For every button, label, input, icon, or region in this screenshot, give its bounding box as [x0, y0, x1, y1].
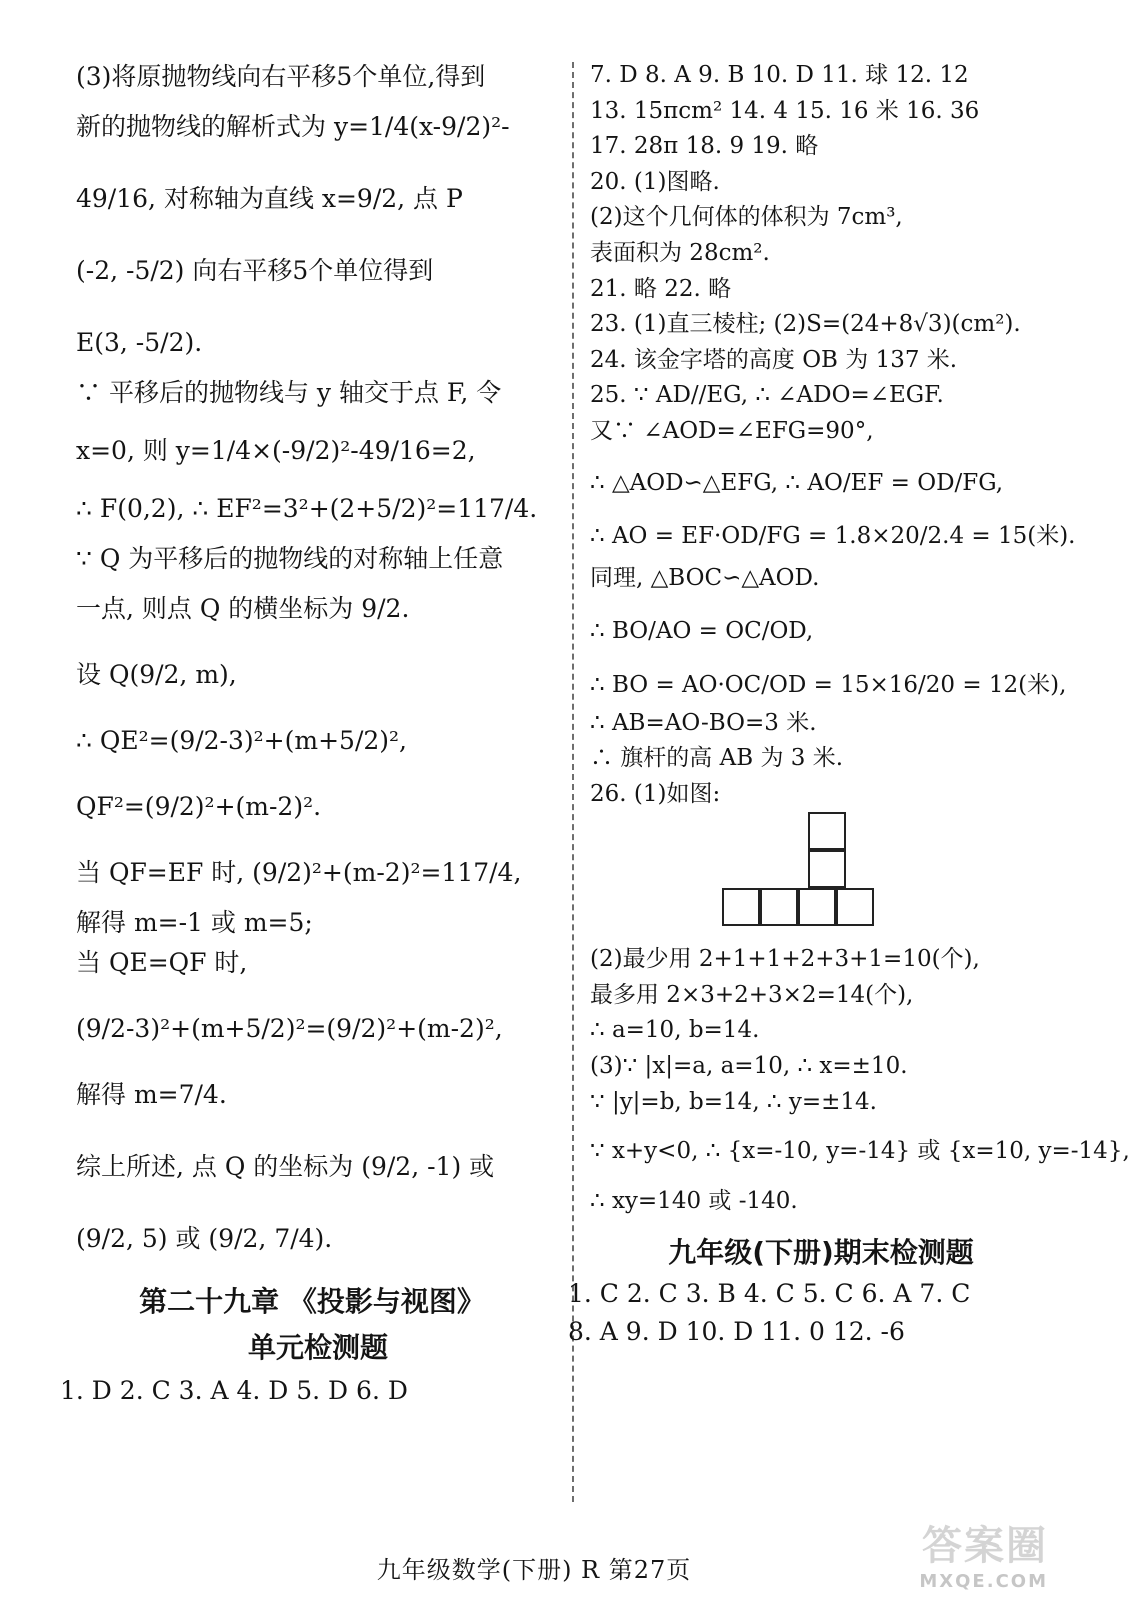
watermark-logo: 答案圈 [922, 1523, 1048, 1569]
text-line: ∴ QE²=(9/2-3)²+(m+5/2)², [76, 726, 407, 755]
text-line: 24. 该金字塔的高度 OB 为 137 米. [590, 346, 958, 373]
text-line: 表面积为 28cm². [590, 239, 770, 266]
text-line: x=0, 则 y=1/4×(-9/2)²-49/16=2, [76, 436, 476, 465]
text-line: 23. (1)直三棱柱; (2)S=(24+8√3)(cm²). [590, 311, 1021, 338]
text-line: ∵ |y|=b, b=14, ∴ y=±14. [590, 1088, 877, 1115]
text-line: ∵ x+y<0, ∴ {x=-10, y=-14} 或 {x=10, y=-14}, [590, 1138, 1130, 1165]
grid-square [808, 812, 846, 850]
text-line: QF²=(9/2)²+(m-2)². [76, 792, 322, 821]
grid-square [760, 888, 798, 926]
text-line: ∴ a=10, b=14. [590, 1017, 760, 1044]
page-footer: 九年级数学(下册) R 第27页 [376, 1556, 692, 1584]
text-line: 17. 28π 18. 9 19. 略 [590, 133, 819, 160]
text-line: ∴ △AOD∽△EFG, ∴ AO/EF = OD/FG, [590, 469, 1004, 496]
text-line: 设 Q(9/2, m), [76, 660, 237, 689]
final-exam-heading: 九年级(下册)期末检测题 [668, 1236, 974, 1270]
text-line: ∴ F(0,2), ∴ EF²=3²+(2+5/2)²=117/4. [76, 494, 538, 523]
grid-square [808, 850, 846, 888]
chapter-heading: 第二十九章 《投影与视图》 [139, 1285, 485, 1318]
text-line: ∵ Q 为平移后的抛物线的对称轴上任意 [76, 544, 504, 573]
text-line: E(3, -5/2). [76, 328, 203, 357]
text-line: 21. 略 22. 略 [590, 275, 732, 302]
text-line: ∴ AB=AO-BO=3 米. [590, 709, 817, 736]
watermark-url: MXQE.COM [919, 1571, 1048, 1592]
text-line: ∴ 旗杆的高 AB 为 3 米. [590, 745, 844, 772]
text-line: 最多用 2×3+2+3×2=14(个), [590, 981, 914, 1008]
text-line: ∴ AO = EF·OD/FG = 1.8×20/2.4 = 15(米). [590, 523, 1076, 550]
text-line: (3)将原抛物线向右平移5个单位,得到 [76, 62, 486, 91]
text-line: ∴ BO/AO = OC/OD, [590, 618, 814, 645]
right-column [568, 62, 1130, 1347]
grid-square [722, 888, 760, 926]
grid-square [836, 888, 874, 926]
text-line: 同理, △BOC∽△AOD. [590, 564, 820, 591]
view-grid-figure [722, 812, 902, 932]
text-line: (3)∵ |x|=a, a=10, ∴ x=±10. [590, 1053, 908, 1080]
text-line: 又∵ ∠AOD=∠EFG=90°, [590, 417, 874, 444]
text-line: (-2, -5/2) 向右平移5个单位得到 [76, 256, 434, 285]
grid-square [798, 888, 836, 926]
watermark [838, 1514, 1048, 1592]
left-column [60, 62, 560, 1406]
text-line: 20. (1)图略. [590, 168, 720, 195]
text-line: 解得 m=7/4. [76, 1080, 227, 1109]
text-line: 解得 m=-1 或 m=5; [76, 908, 313, 937]
text-line: (2)最少用 2+1+1+2+3+1=10(个), [590, 946, 980, 973]
text-line: 一点, 则点 Q 的横坐标为 9/2. [76, 594, 410, 623]
text-line: 当 QF=EF 时, (9/2)²+(m-2)²=117/4, [76, 858, 522, 887]
text-line: ∴ xy=140 或 -140. [590, 1187, 798, 1214]
chapter-answers: 1. D 2. C 3. A 4. D 5. D 6. D [60, 1376, 408, 1405]
text-line: 综上所述, 点 Q 的坐标为 (9/2, -1) 或 [76, 1152, 495, 1181]
text-line: (9/2, 5) 或 (9/2, 7/4). [76, 1224, 333, 1253]
chapter-subheading: 单元检测题 [247, 1331, 388, 1364]
text-line: 7. D 8. A 9. B 10. D 11. 球 12. 12 [590, 62, 969, 88]
text-line: 13. 15πcm² 14. 4 15. 16 米 16. 36 [590, 97, 980, 124]
text-line: (9/2-3)²+(m+5/2)²=(9/2)²+(m-2)², [76, 1014, 503, 1043]
final-answers-line: 8. A 9. D 10. D 11. 0 12. -6 [568, 1317, 905, 1347]
text-line: ∴ BO = AO·OC/OD = 15×16/20 = 12(米), [590, 671, 1067, 698]
text-line: 49/16, 对称轴为直线 x=9/2, 点 P [76, 184, 463, 213]
text-line: 当 QE=QF 时, [76, 948, 248, 977]
final-answers-line: 1. C 2. C 3. B 4. C 5. C 6. A 7. C [568, 1279, 971, 1309]
text-line: 26. (1)如图: [590, 780, 721, 807]
text-line: 新的抛物线的解析式为 y=1/4(x-9/2)²- [76, 112, 510, 141]
text-line: (2)这个几何体的体积为 7cm³, [590, 204, 903, 231]
text-line: 25. ∵ AD//EG, ∴ ∠ADO=∠EGF. [590, 382, 944, 409]
text-line: ∵ 平移后的抛物线与 y 轴交于点 F, 令 [76, 378, 502, 407]
